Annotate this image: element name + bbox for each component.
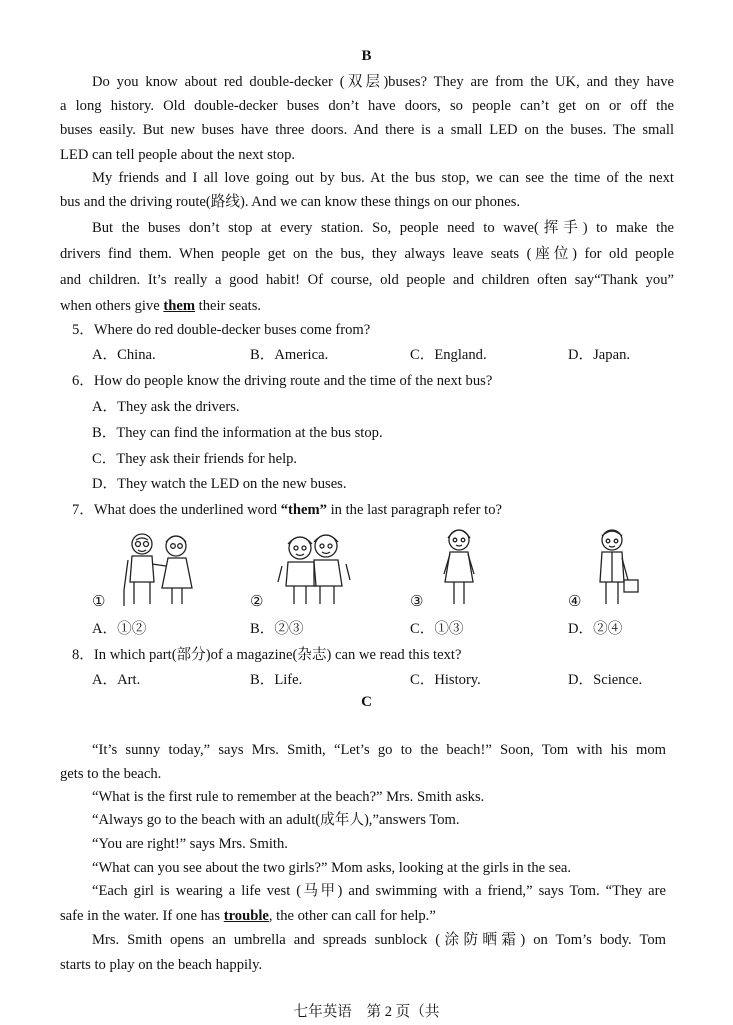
q7-option-a: A．①② [92,621,147,637]
q7-stem [72,500,502,520]
quoted-word: “them” [280,502,327,518]
q7-option-b: B．②③ [250,621,304,637]
passage-b-last-line [60,296,261,316]
passage-b-line: drivers find them. When people get on the bus, they always leave seats (座位) for old people [60,246,674,262]
passage-c-line: “Always go to the beach with an adult(成年人),”answers Tom. [92,812,460,828]
q8-stem: 8．In which part(部分)of a magazine(杂志) can we read this text? [72,647,462,663]
q5-option-c: C．England. [410,347,487,363]
q5-option-d: D．Japan. [568,347,631,363]
q6-option-b: B．They can find the information at the bus stop. [92,425,383,441]
passage-b-line: a long history. Old double-decker buses don’t have doors, so people can’t get on or off the [60,98,674,114]
text-span: when others give [60,298,160,314]
text-span: in the last paragraph refer to? [330,502,503,518]
passage-b-line: LED can tell people about the next stop. [60,147,296,163]
passage-c-line: gets to the beach. [60,766,162,782]
figure-label-2: ② [250,594,264,610]
q5-stem: 5．Where do red double-decker buses come from? [72,322,371,338]
q6-stem: 6．How do people know the driving route and the time of the next bus? [72,373,493,389]
q8-option-d: D．Science. [568,672,643,688]
man-with-bag-illustration [588,528,644,608]
elderly-couple-illustration [118,530,204,608]
q8-option-b: B．Life. [250,672,303,688]
passage-b-line: buses easily. But new buses have three doors. And there is a small LED on the buses. The small [60,122,674,138]
q6-option-d: D．They watch the LED on the new buses. [92,476,347,492]
passage-b-line: But the buses don’t stop at every station. So, people need to wave(挥手) to make the [92,220,674,236]
passage-b-line: and children. It’s really a good habit! Of course, old people and children often say“Thank you” [60,272,674,288]
passage-c-trouble-line [60,906,436,926]
q6-option-c: C．They ask their friends for help. [92,451,298,467]
q8-option-c: C．History. [410,672,481,688]
text-span: 7．What does the underlined word [72,502,278,518]
passage-c-line: starts to play on the beach happily. [60,957,263,973]
q5-option-b: B．America. [250,347,329,363]
text-span: safe in the water. If one has [60,908,221,924]
text-span: , the other can call for help.” [268,908,436,924]
passage-b-line: bus and the driving route(路线). And we can know these things on our phones. [60,194,521,210]
passage-c-line: Mrs. Smith opens an umbrella and spreads sunblock (涂防晒霜) on Tom’s body. Tom [92,932,666,948]
section-b-heading: B [361,48,372,64]
figure-label-3: ③ [410,594,424,610]
q6-option-a: A．They ask the drivers. [92,399,240,415]
passage-c-line: “What can you see about the two girls?” Mom asks, looking at the girls in the sea. [92,860,572,876]
section-c-heading: C [361,694,372,710]
passage-b-line: My friends and I all love going out by bus. At the bus stop, we can see the time of the next [92,170,674,186]
figure-label-1: ① [92,594,106,610]
q8-option-a: A．Art. [92,672,141,688]
woman-illustration [434,528,484,608]
q7-option-d: D．②④ [568,621,623,637]
passage-b-line: Do you know about red double-decker (双层)buses? They are from the UK, and they have [92,74,674,90]
children-illustration [276,532,352,608]
underlined-word-trouble: trouble [223,908,269,924]
underlined-word-them: them [163,298,195,314]
page-footer: 七年英语 第 2 页（共 [293,1004,440,1020]
figure-label-4: ④ [568,594,582,610]
passage-c-line: “Each girl is wearing a life vest (马甲) and swimming with a friend,” says Tom. “They are [92,883,666,899]
text-span: their seats. [198,298,262,314]
passage-c-line: “What is the first rule to remember at the beach?” Mrs. Smith asks. [92,789,485,805]
q5-option-a: A．China. [92,347,156,363]
q7-option-c: C．①③ [410,621,464,637]
passage-c-line: “You are right!” says Mrs. Smith. [92,836,288,852]
passage-c-line: “It’s sunny today,” says Mrs. Smith, “Let’s go to the beach!” Soon, Tom with his mom [92,742,666,758]
